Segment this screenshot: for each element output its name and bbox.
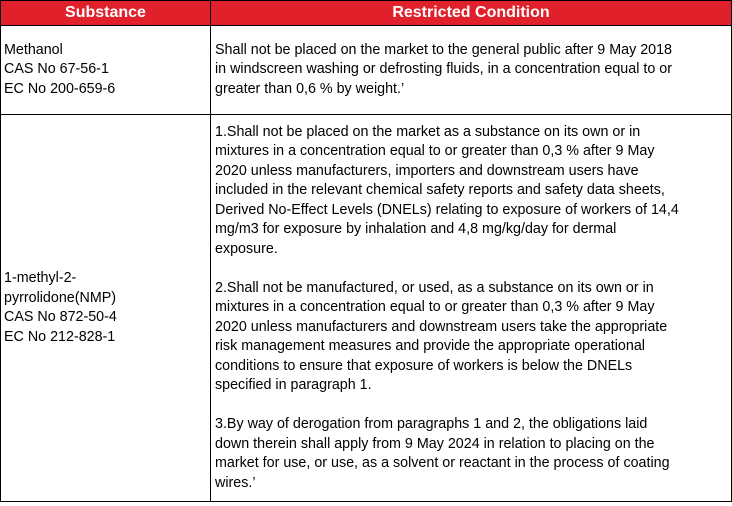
condition-line: conditions to ensure that exposure of workers is below the DNELs: [215, 357, 633, 374]
condition-line: market for use, or use, as a solvent or reactant in the process of coating: [215, 455, 670, 472]
condition-paragraph-1: [215, 123, 727, 260]
substance-cell: [1, 115, 211, 502]
condition-line: 2020 unless manufacturers, importers and downstream users have: [215, 162, 639, 179]
condition-line: 2.Shall not be manufactured, or used, as a substance on its own or in: [215, 279, 654, 296]
condition-cell: [211, 115, 732, 502]
condition-line: mg/m3 for exposure by inhalation and 4,8 mg/kg/day for dermal: [215, 221, 617, 238]
cas-number: CAS No 67-56-1: [4, 61, 109, 78]
condition-cell: [211, 26, 732, 115]
condition-line: mixtures in a concentration equal to or greater than 0,3 % after 9 May: [215, 143, 655, 160]
substance-cell: [1, 26, 211, 115]
condition-paragraph-3: [215, 415, 727, 493]
condition-line: 2020 unless manufacturers and downstream users take the appropriate: [215, 318, 668, 335]
condition-line: specified in paragraph 1.: [215, 377, 372, 394]
ec-number: EC No 212-828-1: [4, 328, 116, 345]
substance-name: pyrrolidone(NMP): [4, 289, 117, 306]
cas-number: CAS No 872-50-4: [4, 309, 117, 325]
substance-name: Methanol: [4, 41, 63, 58]
condition-line: mixtures in a concentration equal to or greater than 0,3 % after 9 May: [215, 299, 655, 316]
condition-paragraph: [215, 41, 727, 100]
table-row-nmp: [1, 115, 732, 502]
condition-line: risk management measures and provide the appropriate operational: [215, 338, 645, 355]
condition-line: exposure.: [215, 240, 278, 257]
condition-line: included in the relevant chemical safety reports and safety data sheets,: [215, 182, 665, 199]
substance-name: 1-methyl-2-: [4, 270, 77, 286]
condition-paragraph-2: [215, 279, 727, 396]
condition-line: Derived No-Effect Levels (DNELs) relating to exposure of workers of 14,4: [215, 201, 679, 218]
condition-line: down therein shall apply from 9 May 2024 in relation to placing on the: [215, 435, 655, 452]
condition-line: in windscreen washing or defrosting fluids, in a concentration equal to or: [215, 61, 672, 78]
header-restricted-condition: Restricted Condition: [211, 1, 732, 26]
ec-number: EC No 200-659-6: [4, 80, 116, 97]
header-substance: Substance: [1, 1, 211, 26]
table-row-methanol: [1, 26, 732, 115]
header-row: [1, 1, 732, 26]
condition-line: 3.By way of derogation from paragraphs 1 and 2, the obligations laid: [215, 416, 648, 433]
condition-line: wires.’: [215, 474, 256, 491]
condition-line: Shall not be placed on the market to the general public after 9 May 2018: [215, 41, 672, 58]
condition-line: 1.Shall not be placed on the market as a substance on its own or in: [215, 123, 641, 140]
condition-line: greater than 0,6 % by weight.’: [215, 80, 405, 97]
